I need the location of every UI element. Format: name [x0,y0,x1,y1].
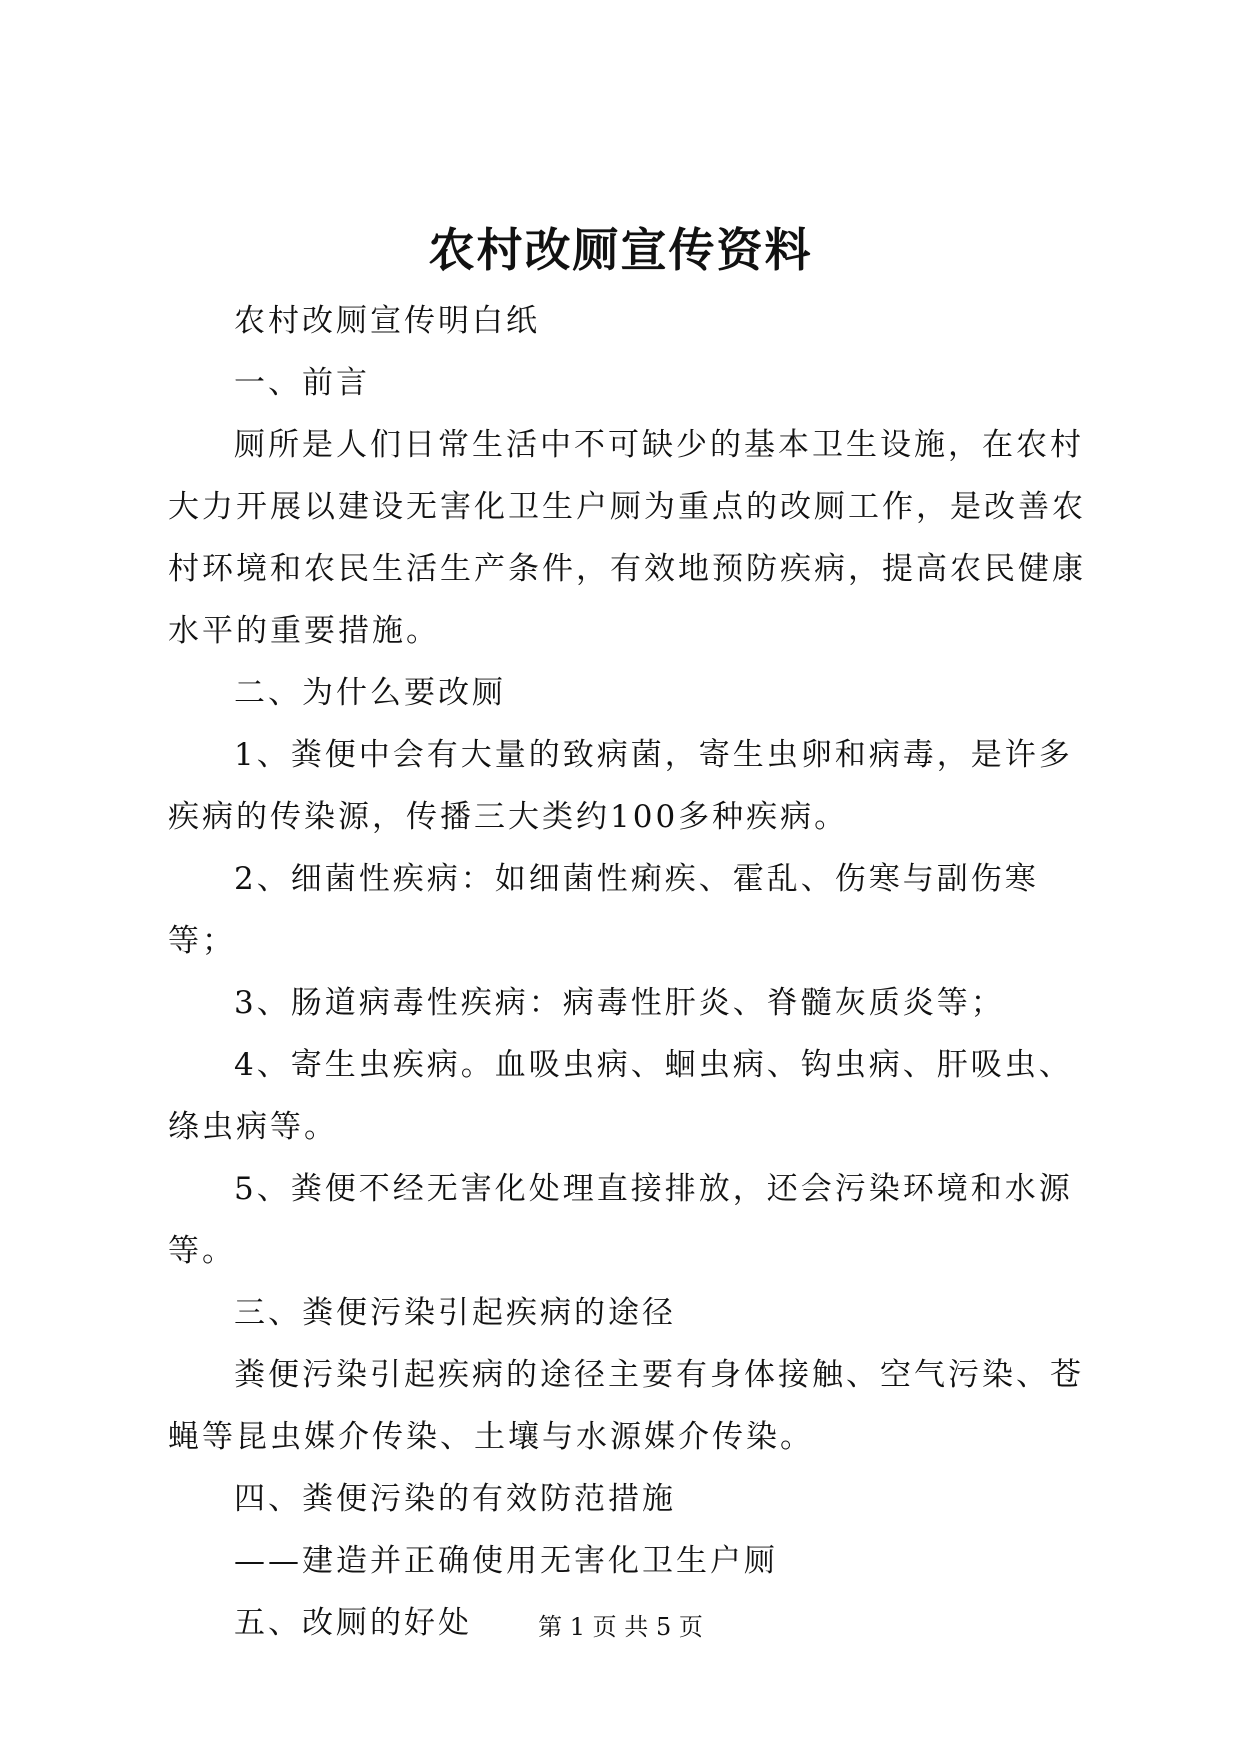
section-heading-3: 三、粪便污染引起疾病的途径 [234,1295,676,1331]
list-item: 5、粪便不经无害化处理直接排放，还会污染环境和水源等。 [168,1171,1073,1269]
page-number-footer: 第 1 页 共 5 页 [538,1613,703,1641]
document-title: 农村改厕宣传资料 [428,223,813,277]
body-paragraph: 厕所是人们日常生活中不可缺少的基本卫生设施，在农村大力开展以建设无害化卫生户厕为重点的改厕工作，是改善农村环境和农民生活生产条件，有效地预防疾病，提高农民健康水平的重要措施。 [168,427,1086,649]
list-item: 4、寄生虫疾病。血吸虫病、蛔虫病、钩虫病、肝吸虫、绦虫病等。 [168,1047,1073,1145]
section-heading-1: 一、前言 [234,365,370,401]
section-heading-4: 四、粪便污染的有效防范措施 [234,1481,676,1517]
body-paragraph: 粪便污染引起疾病的途径主要有身体接触、空气污染、苍蝇等昆虫媒介传染、土壤与水源媒介传染。 [168,1357,1084,1455]
list-item: 2、细菌性疾病：如细菌性痢疾、霍乱、伤寒与副伤寒等； [168,861,1039,959]
list-item: 3、肠道病毒性疾病：病毒性肝炎、脊髓灰质炎等； [234,985,1005,1021]
subtitle-paragraph: 农村改厕宣传明白纸 [234,303,540,339]
section-heading-5: 五、改厕的好处 [234,1605,472,1641]
body-paragraph: ——建造并正确使用无害化卫生户厕 [234,1543,778,1579]
list-item: 1、粪便中会有大量的致病菌，寄生虫卵和病毒，是许多疾病的传染源，传播三大类约100多种疾病。 [168,737,1073,835]
section-heading-2: 二、为什么要改厕 [234,675,506,711]
document-body [168,290,1088,1654]
